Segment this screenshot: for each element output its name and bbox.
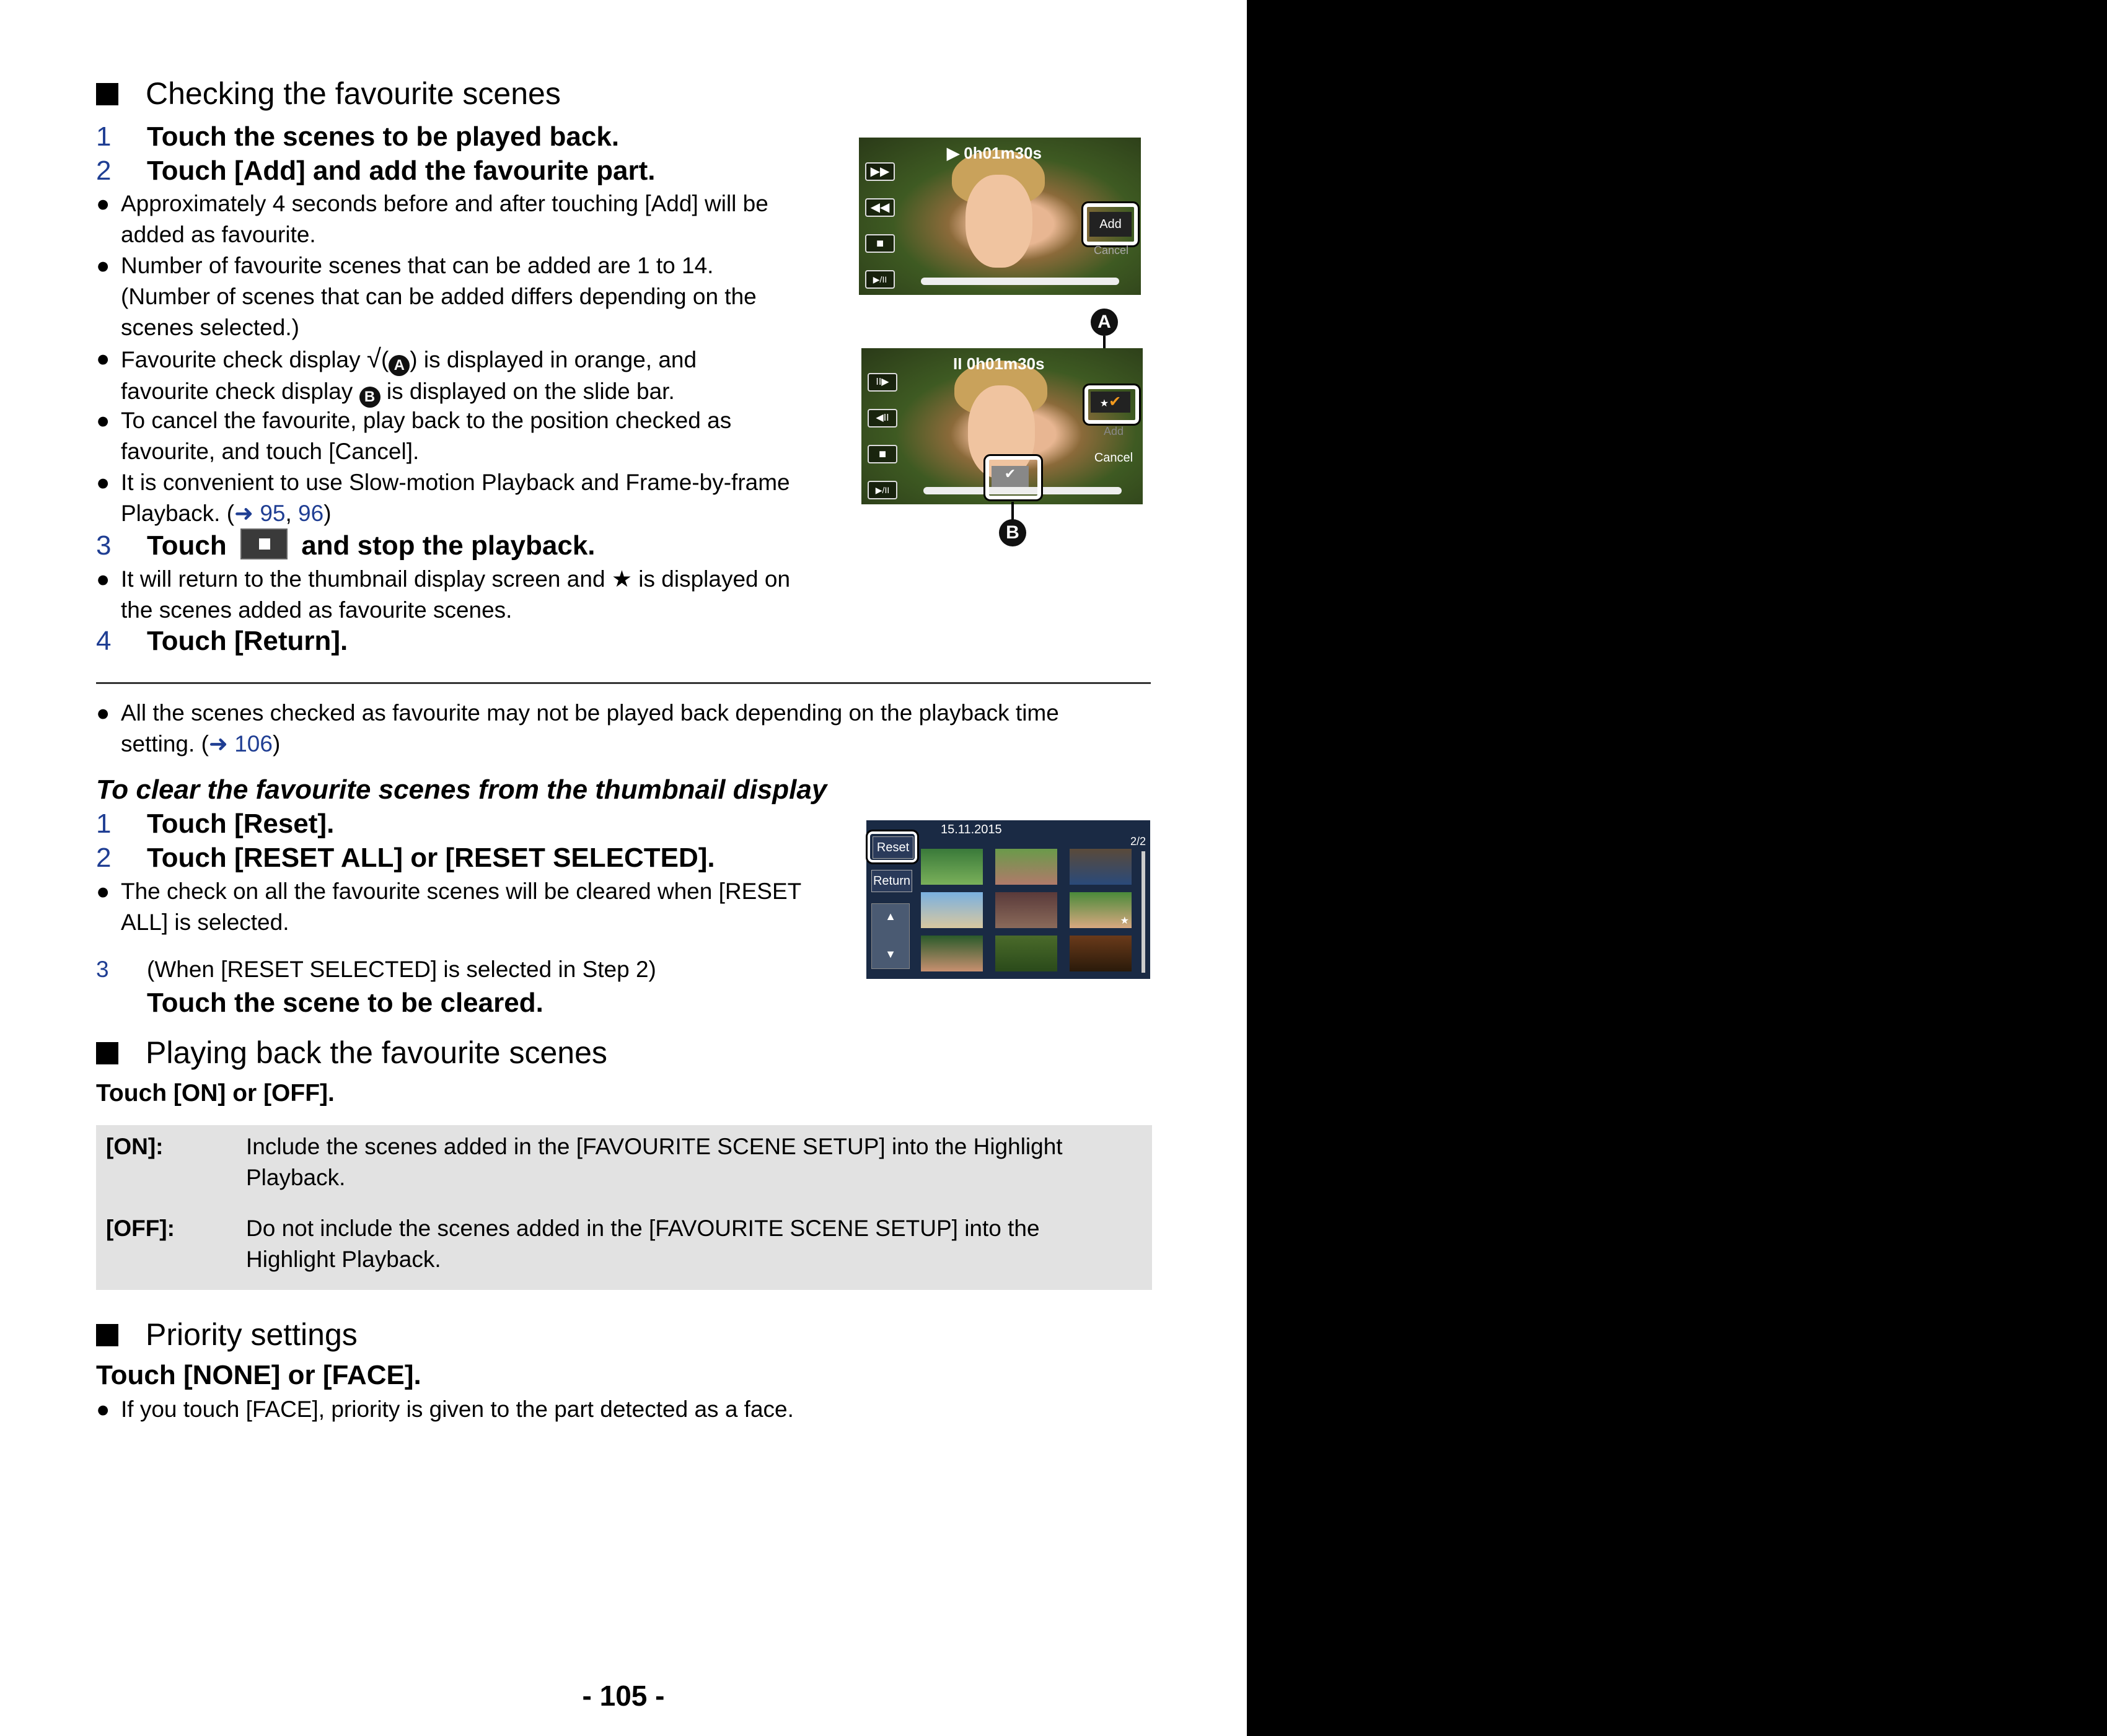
thumbnail[interactable] — [921, 849, 983, 885]
reset-button[interactable]: Reset — [873, 836, 913, 859]
pause-icon: II — [953, 354, 962, 373]
square-bullet-icon — [96, 1324, 118, 1346]
options-table — [96, 1125, 1152, 1290]
timecode: ▶ 0h01m30s — [947, 144, 1042, 162]
slide-bar-highlight — [985, 456, 1041, 499]
bullet-dot-icon: ● — [96, 700, 110, 726]
bullet-dot-icon: ● — [96, 1396, 110, 1422]
bullet-face-priority: ● If you touch [FACE], priority is given to the part detected as a face. — [96, 1394, 908, 1425]
add-button[interactable]: Add — [1103, 425, 1124, 437]
scroll-control[interactable] — [871, 903, 910, 969]
playback-screen-cancel — [861, 348, 1143, 504]
bullet-add-seconds: ● Approximately 4 seconds before and after touching [Add] will be added as favourite. — [96, 188, 908, 250]
clear-step-1: 1 Touch [Reset]. — [96, 809, 335, 839]
thumbnail[interactable] — [921, 936, 983, 971]
thumbnail[interactable] — [995, 892, 1057, 928]
thumbnail[interactable] — [1070, 849, 1132, 885]
play-pause-button[interactable]: ▶/II — [865, 270, 895, 289]
fast-forward-button[interactable]: ▶▶ — [865, 162, 895, 181]
play-icon: ▶ — [947, 144, 959, 162]
slide-bar-check-icon: ✔ — [992, 466, 1029, 487]
bullet-dot-icon: ● — [96, 346, 110, 371]
stop-button-icon — [240, 528, 288, 559]
playback-screen-add — [859, 138, 1141, 295]
cancel-button[interactable]: Cancel — [1093, 244, 1129, 256]
arrow-icon: ➜ — [234, 501, 254, 526]
link-page-96[interactable]: 96 — [298, 501, 324, 526]
bullet-dot-icon: ● — [96, 191, 110, 216]
stop-button[interactable]: ■ — [868, 445, 897, 463]
arrow-icon: ➜ — [208, 731, 228, 756]
step-2: 2 Touch [Add] and add the favourite part. — [96, 156, 656, 186]
note-playback-time: ● All the scenes checked as favourite may not be played back depending on the playback time setting. (➜ 106) — [96, 698, 1162, 760]
instruction-none-face: Touch [NONE] or [FACE]. — [96, 1360, 421, 1390]
step-4: 4 Touch [Return]. — [96, 626, 348, 656]
check-mark-icon: √ — [366, 344, 381, 373]
subheading-clear: To clear the favourite scenes from the thumbnail display — [96, 774, 827, 805]
favourite-highlight — [1084, 385, 1139, 424]
bullet-dot-icon: ● — [96, 879, 110, 904]
clear-step-3: 3 (When [RESET SELECTED] is selected in Step 2) — [96, 957, 656, 982]
bullet-dot-icon: ● — [96, 566, 110, 592]
rewind-button[interactable]: ◀◀ — [865, 198, 895, 217]
star-icon: ★ — [1120, 916, 1129, 926]
scroll-down-icon[interactable]: ▼ — [885, 948, 896, 960]
step-3: 3 Touch and stop the playback. — [96, 528, 596, 561]
bullet-dot-icon: ● — [96, 470, 110, 495]
bullet-number-scenes: ● Number of favourite scenes that can be added are 1 to 14. (Number of scenes that can be added differs depending on the scenes selected.) — [96, 250, 908, 343]
face-image — [966, 175, 1032, 268]
bullet-cancel: ● To cancel the favourite, play back to the position checked as favourite, and touch [Cancel]. — [96, 405, 908, 467]
reset-highlight — [868, 831, 917, 862]
instruction-on-off: Touch [ON] or [OFF]. — [96, 1080, 335, 1107]
option-key-off: [OFF]: — [106, 1216, 175, 1241]
option-key-on: [ON]: — [106, 1134, 164, 1159]
square-bullet-icon — [96, 1042, 118, 1064]
divider — [96, 682, 1151, 684]
section-heading-checking: Checking the favourite scenes — [96, 76, 561, 112]
step-1: 1 Touch the scenes to be played back. — [96, 121, 620, 152]
link-page-106[interactable]: 106 — [234, 731, 273, 756]
label-a-icon: A — [389, 355, 410, 376]
slide-bar[interactable] — [921, 278, 1119, 285]
check-mark-icon: ✔ — [1109, 393, 1122, 410]
add-button[interactable]: Add — [1089, 212, 1132, 237]
label-b-icon: B — [359, 387, 380, 408]
link-page-95[interactable]: 95 — [260, 501, 286, 526]
cancel-button[interactable]: Cancel — [1094, 451, 1133, 465]
thumbnail[interactable] — [921, 892, 983, 928]
leader-line-b — [1011, 502, 1014, 520]
page-indicator: 2/2 — [1130, 835, 1146, 848]
slow-forward-button[interactable]: II▶ — [868, 373, 897, 392]
bullet-reset-all: ● The check on all the favourite scenes will be cleared when [RESET ALL] is selected. — [96, 876, 908, 938]
slow-rewind-button[interactable]: ◀II — [868, 409, 897, 427]
bullet-return-thumbnail: ● It will return to the thumbnail display screen and ★ is displayed on the scenes added as favourite scenes. — [96, 564, 908, 626]
bullet-check-display: ● Favourite check display √( A ) is displayed in orange, and favourite check display B is displayed on the slide bar. — [96, 343, 908, 408]
square-bullet-icon — [96, 83, 118, 105]
thumbnail-screen — [866, 820, 1150, 979]
star-icon: ★ — [1099, 398, 1109, 409]
scrollbar[interactable] — [1141, 851, 1145, 973]
section-heading-priority: Priority settings — [96, 1317, 358, 1352]
play-pause-button[interactable]: ▶/II — [868, 481, 897, 499]
label-b-marker: B — [999, 519, 1026, 546]
return-button[interactable]: Return — [871, 870, 912, 892]
thumbnail[interactable] — [1070, 936, 1132, 971]
option-desc-on: Include the scenes added in the [FAVOURITE SCENE SETUP] into the Highlight Playback. — [246, 1134, 1063, 1190]
thumbnail[interactable] — [1070, 892, 1132, 928]
label-a-marker: A — [1091, 309, 1118, 336]
date-label: 15.11.2015 — [941, 823, 1002, 836]
star-icon: ★ — [611, 566, 632, 592]
clear-step-2: 2 Touch [RESET ALL] or [RESET SELECTED]. — [96, 843, 715, 873]
add-highlight — [1083, 203, 1138, 245]
stop-button[interactable]: ■ — [865, 234, 895, 253]
thumbnail[interactable] — [995, 849, 1057, 885]
page-number: - 105 - — [582, 1680, 665, 1712]
bullet-slow-motion: ● It is convenient to use Slow-motion Playback and Frame-by-frame Playback. (➜ 95, 96) — [96, 467, 908, 529]
bullet-dot-icon: ● — [96, 408, 110, 433]
thumbnail[interactable] — [995, 936, 1057, 971]
scroll-up-icon[interactable]: ▲ — [885, 910, 896, 923]
section-heading-playing: Playing back the favourite scenes — [96, 1035, 607, 1071]
bullet-dot-icon: ● — [96, 253, 110, 278]
option-desc-off: Do not include the scenes added in the [FAVOURITE SCENE SETUP] into the Highlight Playback. — [246, 1216, 1040, 1272]
clear-step-3-action: Touch the scene to be cleared. — [147, 988, 543, 1018]
timecode: II 0h01m30s — [953, 354, 1045, 373]
